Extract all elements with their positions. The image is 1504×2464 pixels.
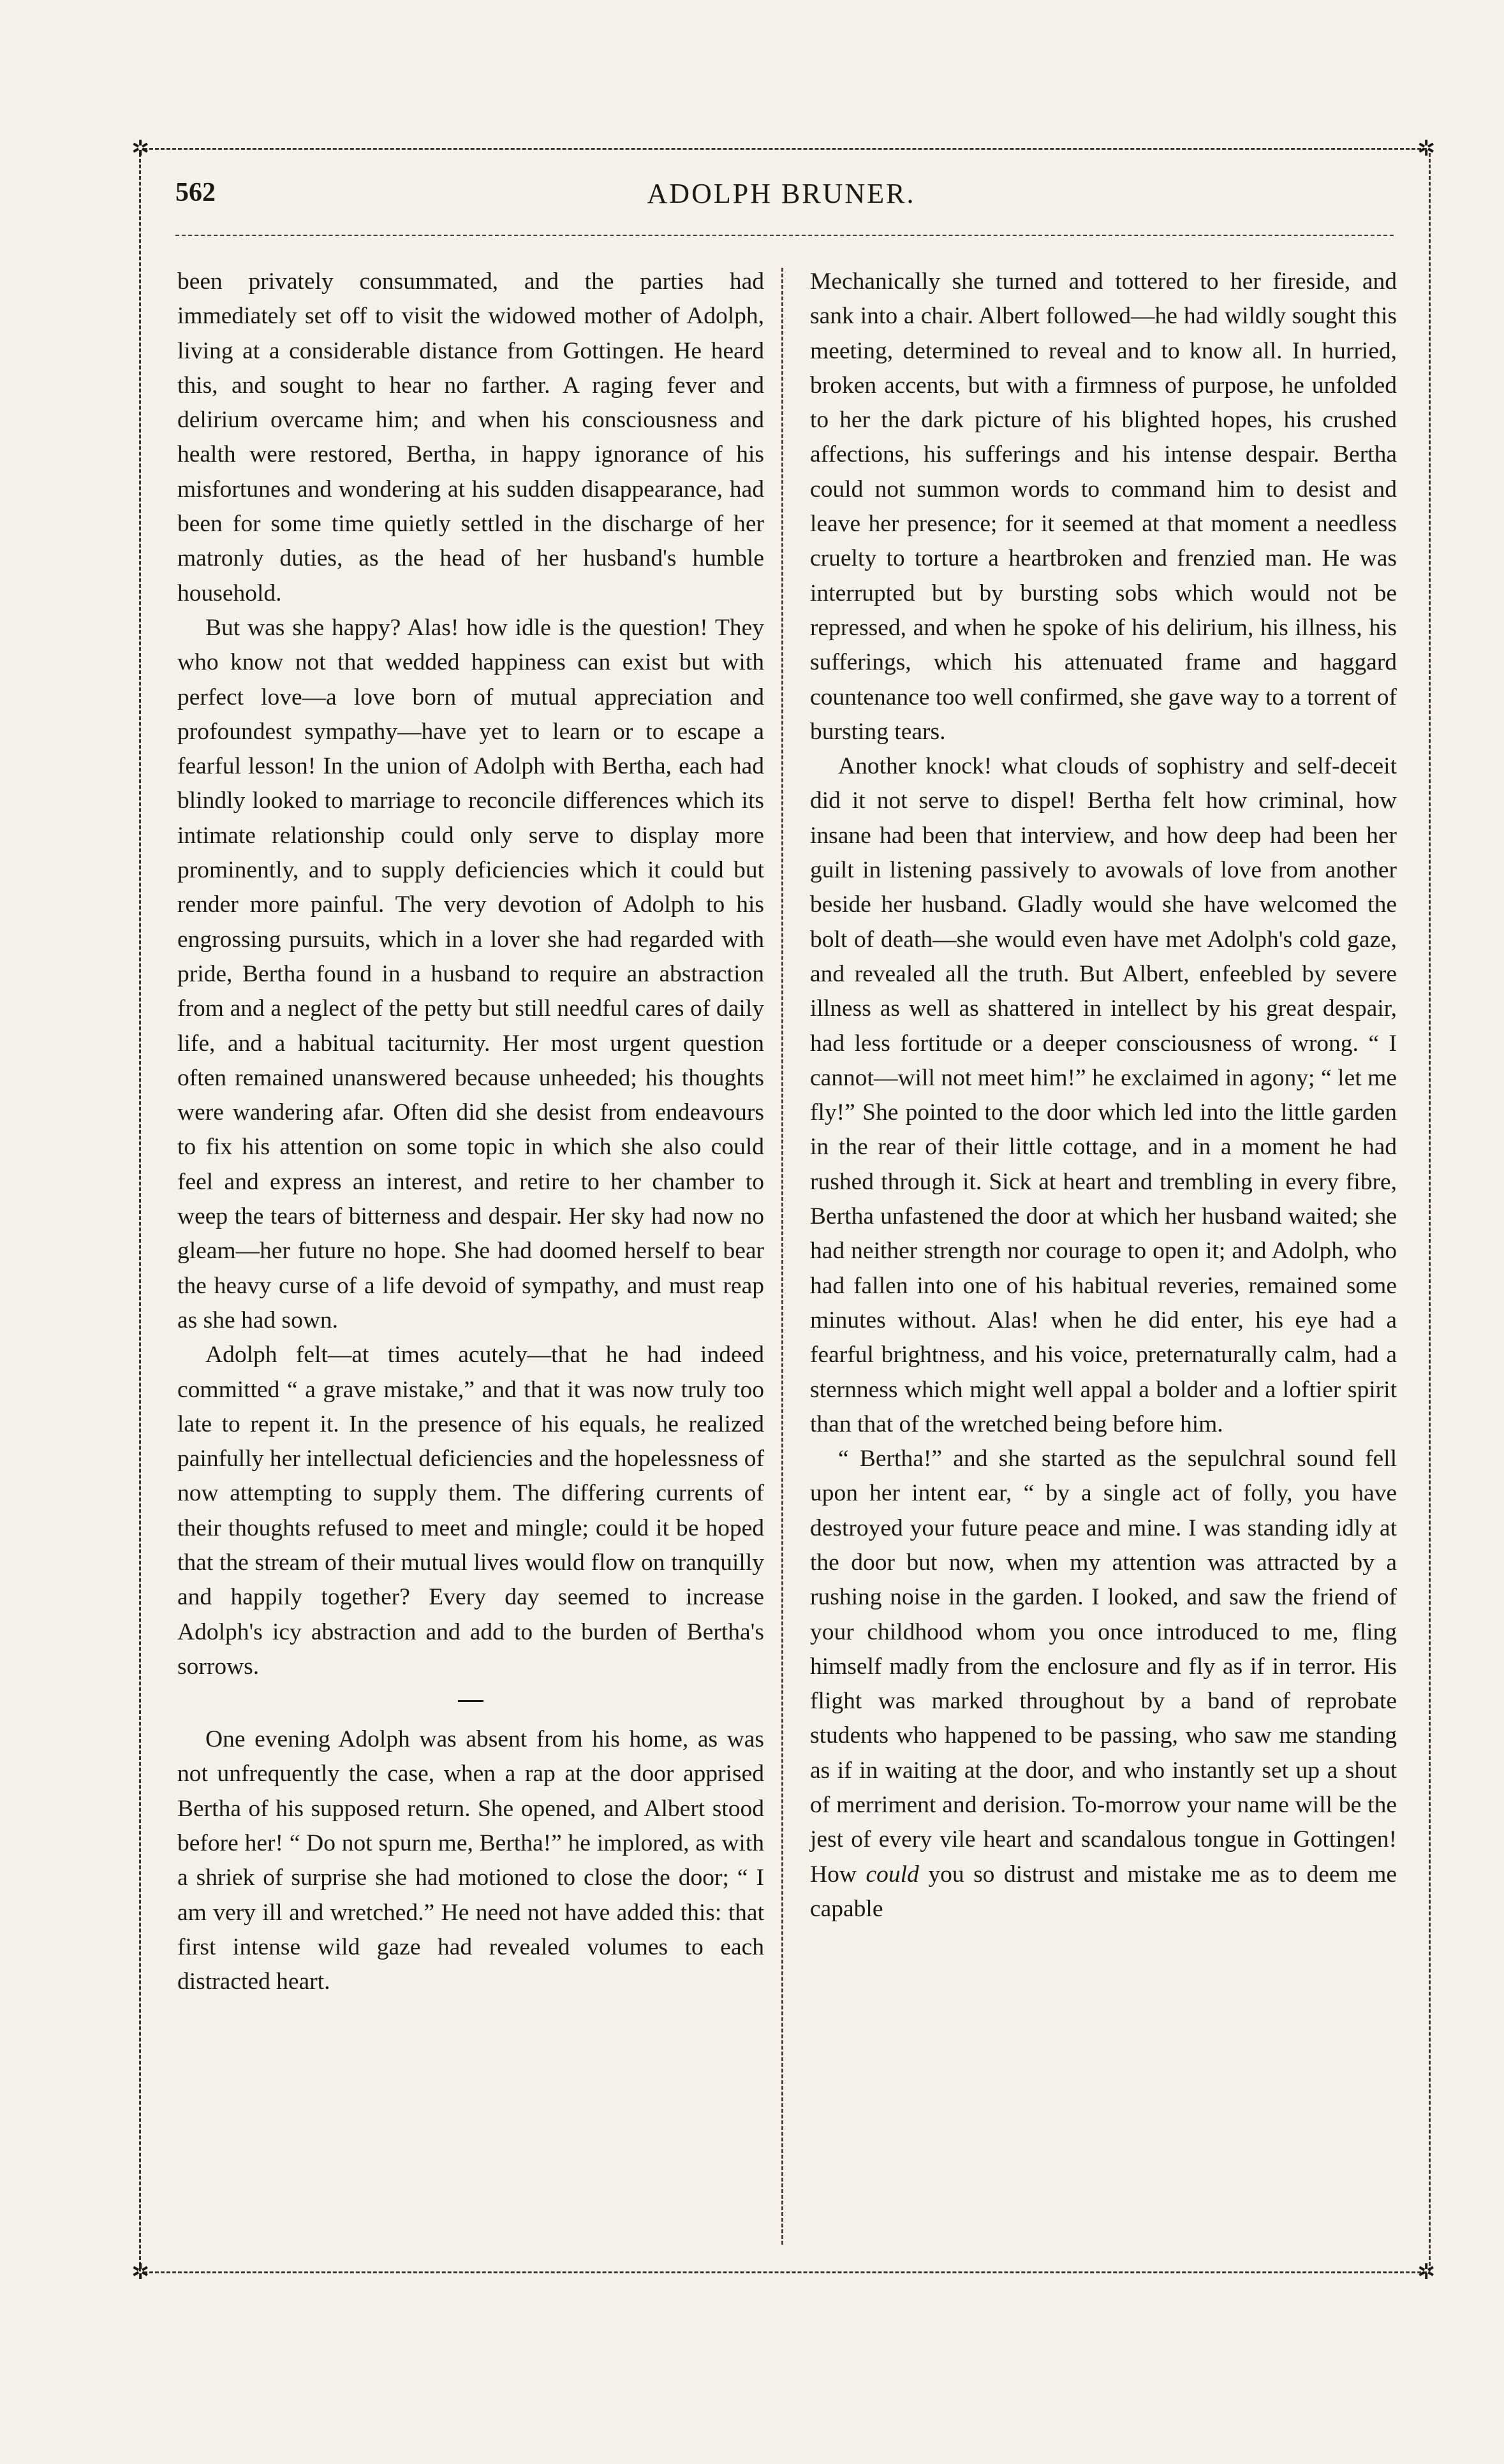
running-title: ADOLPH BRUNER. [647,178,916,209]
paragraph: One evening Adolph was absent from his home, as was not unfrequently the case, when a rap at the door apprised Bertha of his supposed return. She opened, and Albert stood before her! “ Do not spurn me, Bertha!” he implored, as with a shriek of surprise she had motioned to close the door; “ I am very ill and wretched.” He need not have added this: that first intense wild gaze had revealed volumes to each distracted heart. [177,1726,764,1995]
corner-ornament-icon: ✲ [1417,2259,1436,2285]
paragraph [810,1442,1397,1926]
paragraph: Mechanically she turned and tottered to her fireside, and sank into a chair. Albert followed—he had wildly sought this meeting, determined to reveal and to know all. In hurried, broken accents, but with a firmness of purpose, he unfolded to her the dark picture of his blighted hopes, his crushed affections, his sufferings and his intense despair. Bertha could not summon words to command him to desist and leave her presence; for it seemed at that moment a needless cruelty to torture a heartbroken and frenzied man. He was interrupted but by bursting sobs which would not be repressed, and when he spoke of his delirium, his illness, his sufferings, which his attenuated frame and haggard countenance too well confirmed, she gave way to a torrent of bursting tears. [810,268,1397,745]
left-text-column [177,265,764,2000]
top-dashed-border [144,148,1427,155]
page-header [175,177,1387,222]
page-number: 562 [175,178,216,207]
corner-ornament-icon: ✲ [1417,136,1436,161]
paragraph: Adolph felt—at times acutely—that he had indeed committed “ a grave mistake,” and that it was now truly too late to repent it. In the presence of his equals, he realized painfully her intellectual deficiencies and the hopelessness of now attempting to supply them. The differing currents of their thoughts refused to meet and mingle; could it be hoped that the stream of their mutual lives would flow on tranquilly and happily together? Every day seemed to increase Adolph's icy abstraction and add to the burden of Bertha's sorrows. [177,1342,764,1680]
paragraph-text: “ Bertha!” and she started as the sepulchral sound fell upon her intent ear, “ by a single act of folly, you have destroyed your future peace and mine. I was standing idly at the door but now, when my attention was attracted by a rushing noise in the garden. I looked, and saw the friend of your childhood whom you once introduced to me, fling himself madly from the enclosure and fly as if in terror. His flight was marked throughout by a band of reprobate students who happened to be passing, who saw me standing as if in waiting at the door, and who instantly set up a shout of merriment and derision. To-morrow your name will be the jest of every vile heart and scandalous tongue in Gottingen! How [810,1446,1397,1888]
section-break [177,1693,764,1706]
paragraph: been privately consummated, and the parties had immediately set off to visit the widowed mother of Adolph, living at a considerable distance from Gottingen. He heard this, and sought to hear no farther. A raging fever and delirium overcame him; and when his consciousness and health were restored, Bertha, in happy ignorance of his misfortunes and wondering at his sudden disappearance, had been for some time quietly settled in the discharge of her matronly duties, as the head of her husband's humble household. [177,268,764,606]
left-dashed-border [139,153,145,2271]
right-dashed-border [1429,153,1434,2271]
right-text-column [810,265,1397,1926]
paragraph: Another knock! what clouds of sophistry and self-deceit did it not serve to dispel! Bertha felt how criminal, how insane had been that interview, and how deep had been her guilt in listening passively to avowals of love from another beside her husband. Gladly would she have welcomed the bolt of death—she would even have met Adolph's cold gaze, and revealed all the truth. But Albert, enfeebled by severe illness as well as shattered in intellect by his great despair, had less fortitude or a deeper consciousness of wrong. “ I cannot—will not meet him!” he exclaimed in agony; “ let me fly!” She pointed to the door which led into the little garden in the rear of their little cottage, and in a moment he had rushed through it. Sick at heart and trembling in every fibre, Bertha unfastened the door at which her husband waited; she had neither strength nor courage to open it; and Adolph, who had fallen into one of his habitual reveries, remained some minutes without. Alas! when he did enter, his eye had a fearful brightness, and his voice, preternaturally calm, had a sternness which might well appal a bolder and a loftier spirit than that of the wretched being before him. [810,753,1397,1437]
corner-ornament-icon: ✲ [131,136,150,161]
corner-ornament-icon: ✲ [131,2259,150,2285]
bottom-dashed-border [144,2271,1427,2278]
paragraph: But was she happy? Alas! how idle is the question! They who know not that wedded happiness can exist but with perfect love—a love born of mutual appreciation and profoundest sympathy—have yet to learn or to escape a fearful lesson! In the union of Adolph with Bertha, each had blindly looked to marriage to reconcile differences which its intimate relationship could only serve to display more prominently, and to supply deficiencies which it could but render more painful. The very devotion of Adolph to his engrossing pursuits, which in a lover she had regarded with pride, Bertha found in a husband to require an abstraction from and a neglect of the petty but still needful cares of daily life, and a habitual taciturnity. Her most urgent question often remained unanswered because unheeded; his thoughts were wandering afar. Often did she desist from endeavours to fix his attention on some topic in which she also could feel and express an interest, and retire to her chamber to weep the tears of bitterness and despair. Her sky had now no gleam—her future no hope. She had doomed herself to bear the heavy curse of a life devoid of sympathy, and must reap as she had sown. [177,614,764,1333]
emphasis-text: could [866,1861,919,1888]
paragraph-text: you so distrust and mistake me as to deem me capable [810,1861,1397,1922]
header-rule [175,235,1394,236]
column-divider [781,268,787,2245]
